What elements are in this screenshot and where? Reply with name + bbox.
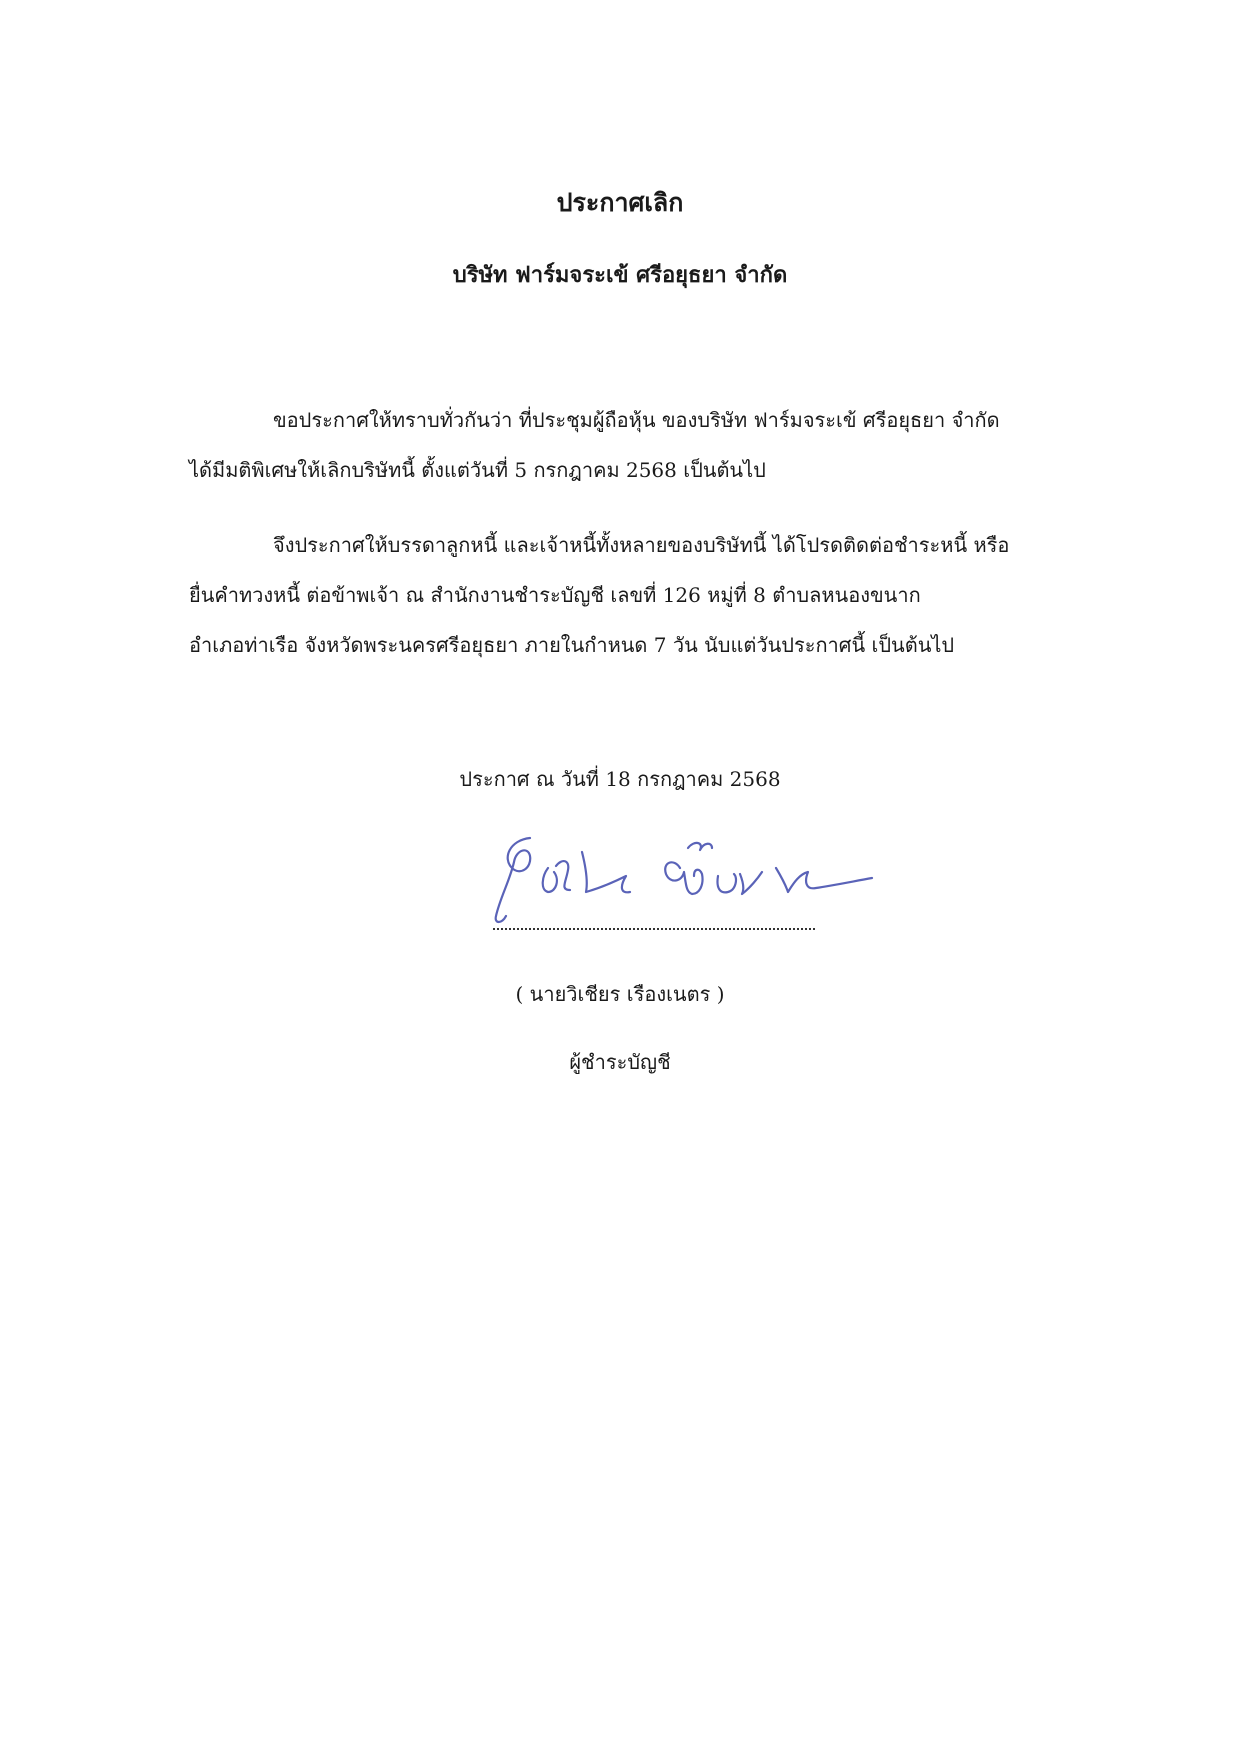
- handwritten-signature: [490, 828, 900, 928]
- paragraph-line: ยื่นคำทวงหนี้ ต่อข้าพเจ้า ณ สำนักงานชำระบัญชี เลขที่ 126 หมู่ที่ 8 ตำบลหนองขนาก: [189, 583, 921, 607]
- paragraph-line: ได้มีมติพิเศษให้เลิกบริษัทนี้ ตั้งแต่วันที่ 5 กรกฎาคม 2568 เป็นต้นไป: [189, 458, 766, 482]
- announcement-date: ประกาศ ณ วันที่ 18 กรกฎาคม 2568: [459, 767, 781, 791]
- document-title: ประกาศเลิก: [556, 188, 684, 217]
- company-name: บริษัท ฟาร์มจระเข้ ศรีอยุธยา จำกัด: [452, 262, 788, 288]
- paragraph-line: จึงประกาศให้บรรดาลูกหนี้ และเจ้าหนี้ทั้งหลายของบริษัทนี้ ได้โปรดติดต่อชำระหนี้ หรือ: [273, 533, 1010, 557]
- paragraph-line: ขอประกาศให้ทราบทั่วกันว่า ที่ประชุมผู้ถือหุ้น ของบริษัท ฟาร์มจระเข้ ศรีอยุธยา จำกัด: [273, 408, 1000, 432]
- announcement-paragraph: [189, 395, 1041, 495]
- creditor-notice-paragraph: [189, 520, 1041, 670]
- signer-role: ผู้ชำระบัญชี: [569, 1050, 671, 1074]
- paragraph-line: อำเภอท่าเรือ จังหวัดพระนครศรีอยุธยา ภายในกำหนด 7 วัน นับแต่วันประกาศนี้ เป็นต้นไป: [189, 633, 955, 657]
- signer-name: ( นายวิเชียร เรืองเนตร ): [515, 982, 725, 1006]
- signature-line: [493, 928, 815, 930]
